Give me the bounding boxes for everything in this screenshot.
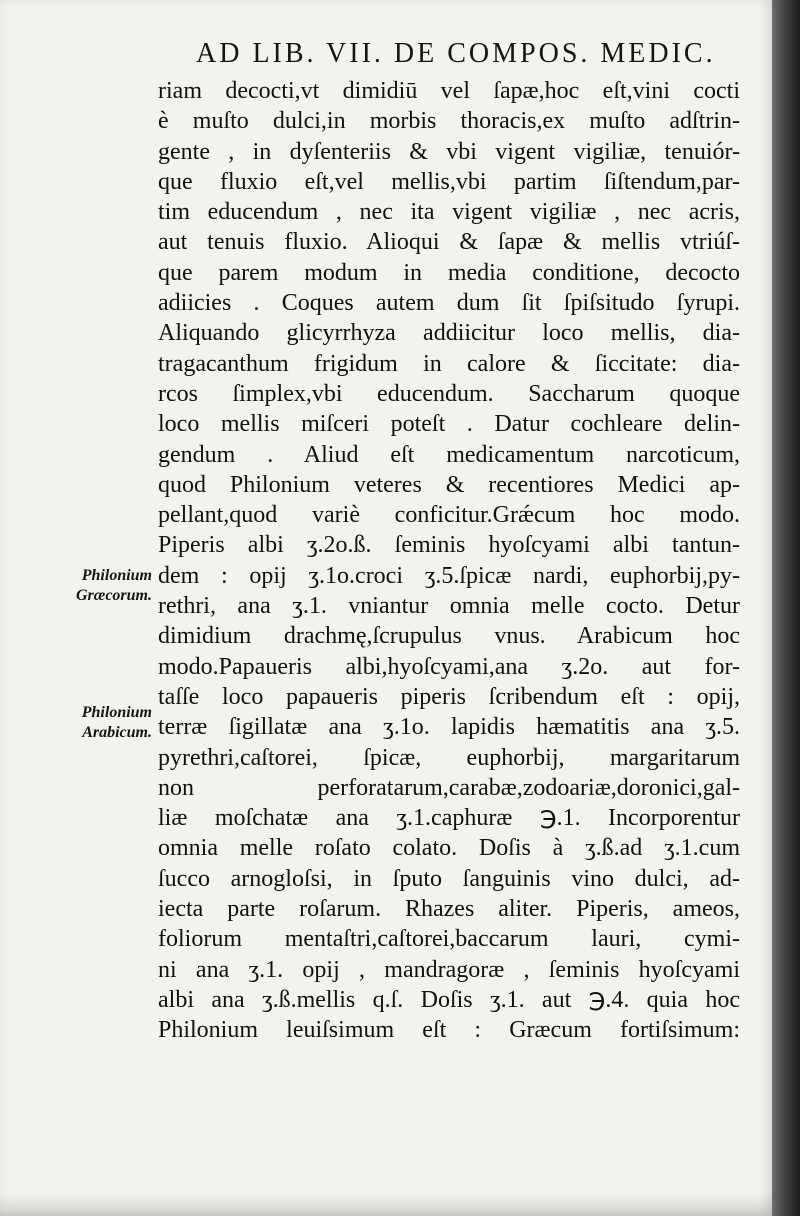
text-line: dem : opij ʒ.1o.croci ʒ.5.ſpicæ nardi, euphorbij,py-: [158, 562, 740, 589]
text-line: modo.Papaueris albi,hyoſcyami,ana ʒ.2o. aut for-: [158, 653, 740, 680]
text-line: iecta parte roſarum. Rhazes aliter. Piperis, ameos,: [158, 896, 740, 923]
text-line: Aliquando glicyrrhyza addiicitur loco mellis, dia-: [158, 320, 740, 347]
text-line: tragacanthum frigidum in calore & ſiccitate: dia-: [158, 350, 740, 377]
text-line: taſſe loco papaueris piperis ſcribendum eſt : opij,: [158, 683, 740, 710]
text-line: gente , in dyſenteriis & vbi vigent vigiliæ, tenuiór-: [158, 138, 740, 165]
page-bottom-shadow: [0, 1192, 772, 1216]
text-line: ſucco arnogloſsi, in ſputo ſanguinis vino dulci, ad-: [158, 865, 740, 892]
body-text: [158, 76, 740, 1176]
text-line: gendum . Aliud eſt medicamentum narcoticum,: [158, 441, 740, 468]
text-line: terræ ſigillatæ ana ʒ.1o. lapidis hæmatitis ana ʒ.5.: [158, 714, 740, 741]
text-line: albi ana ʒ.ß.mellis q.ſ. Doſis ʒ.1. aut ℈.4. quia hoc: [158, 986, 740, 1013]
bleed-mark-1: [22, 872, 152, 892]
margin-note-line: Arabicum.: [82, 724, 152, 741]
show-through-bleed: [22, 872, 152, 930]
text-line: que fluxio eſt,vel mellis,vbi partim ſiſtendum,par-: [158, 168, 740, 195]
running-header: AD LIB. VII. DE COMPOS. MEDIC.: [196, 38, 716, 69]
bleed-mark-2: [22, 892, 152, 912]
text-line: quod Philonium veteres & recentiores Medici ap-: [158, 471, 740, 498]
text-line: dimidium drachmę,ſcrupulus vnus. Arabicum hoc: [158, 623, 740, 650]
text-line: rethri, ana ʒ.1. vniantur omnia melle cocto. Detur: [158, 593, 740, 620]
page-edge-gutter: [772, 0, 800, 1216]
margin-note-line: Græcorum.: [75, 587, 152, 604]
text-line: foliorum mentaſtri,caſtorei,baccarum lauri, cymi-: [158, 926, 740, 953]
text-line: pellant,quod variè conficitur.Grǽcum hoc modo.: [158, 502, 740, 529]
text-line: omnia melle roſato colato. Doſis à ʒ.ß.ad ʒ.1.cum: [158, 835, 740, 862]
text-line: ni ana ʒ.1. opij , mandragoræ , ſeminis hyoſcyami: [158, 956, 740, 983]
text-line: adiicies . Coques autem dum ſit ſpiſsitudo ſyrupi.: [158, 290, 740, 317]
text-line: riam decocti,vt dimidiū vel ſapæ,hoc eſt,vini cocti: [158, 78, 740, 104]
margin-note-line: Philonium: [81, 567, 152, 584]
text-line: tim educendum , nec ita vigent vigiliæ , nec acris,: [158, 199, 740, 226]
text-line: Philonium leuiſsimum eſt : Græcum fortiſsimum:: [158, 1017, 740, 1044]
text-line: loco mellis miſceri poteſt . Datur cochleare delin-: [158, 411, 740, 438]
text-line: aut tenuis fluxio. Alioqui & ſapæ & mellis vtriúſ-: [158, 229, 740, 256]
text-line: liæ moſchatæ ana ʒ.1.caphuræ ℈.1. Incorporentur: [158, 805, 740, 832]
margin-note-line: Philonium: [81, 704, 152, 721]
text-line: rcos ſimplex,vbi educendum. Saccharum quoque: [158, 380, 740, 407]
text-line: non perforatarum,carabæ,zodoariæ,doronici,gal-: [158, 774, 740, 801]
margin-note-philonium-graecorum: [40, 566, 152, 606]
text-line: Piperis albi ʒ.2o.ß. ſeminis hyoſcyami albi tantun-: [158, 532, 740, 559]
text-line: que parem modum in media conditione, decocto: [158, 259, 740, 286]
text-line: è muſto dulci,in morbis thoracis,ex muſto adſtrin-: [158, 108, 740, 135]
margin-note-philonium-arabicum: [40, 703, 152, 743]
text-line: pyrethri,caſtorei, ſpicæ, euphorbij, margaritarum: [158, 744, 740, 771]
